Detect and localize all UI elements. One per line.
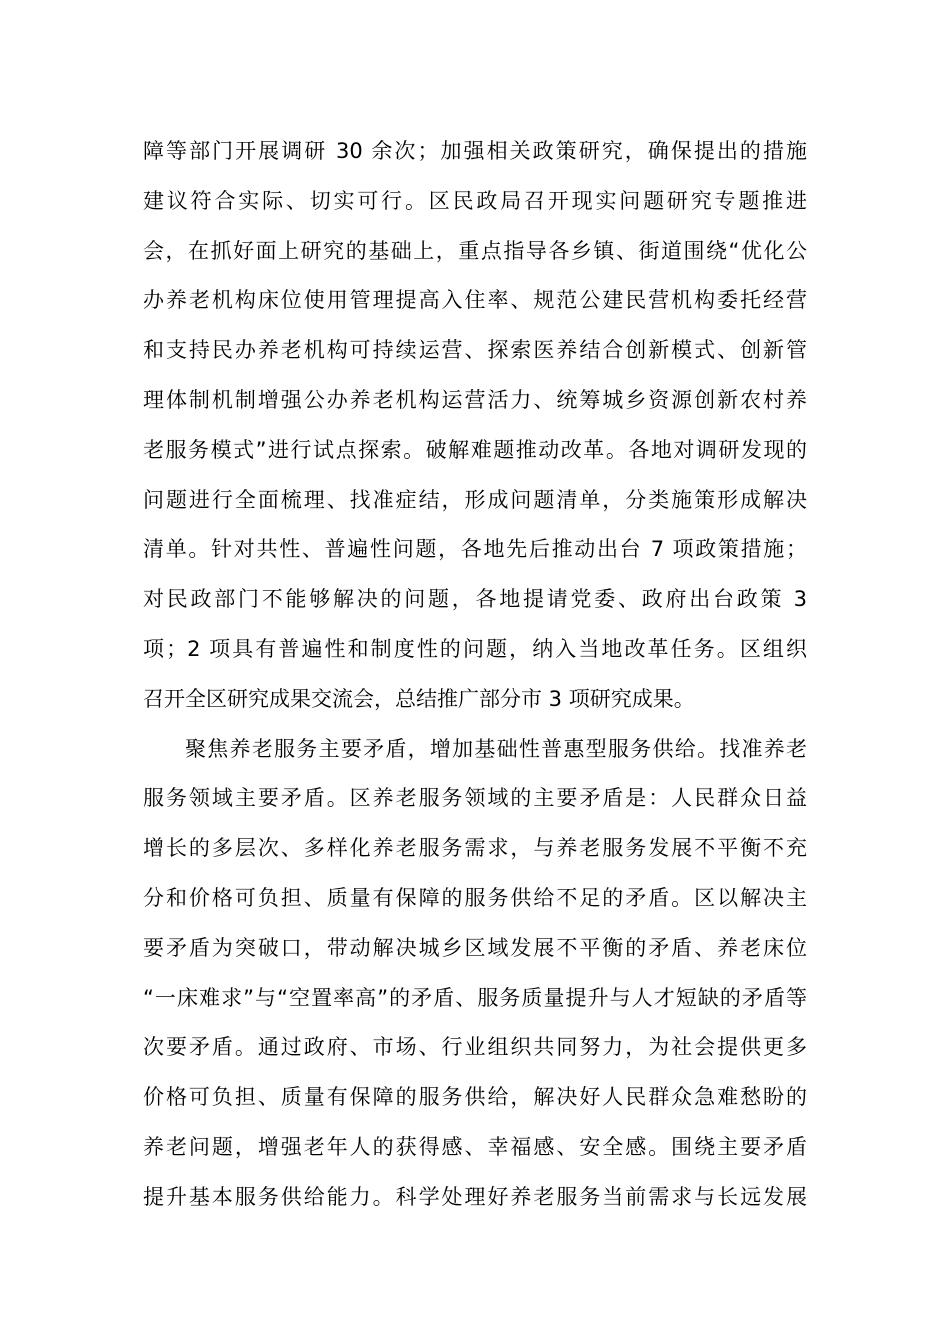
text-line: 养老问题，增强老年人的获得感、幸福感、安全感。围绕主要矛盾: [143, 1134, 807, 1159]
text-line: 召开全区研究成果交流会，总结推广部分市 3 项研究成果。: [143, 686, 695, 711]
text-line: 聚焦养老服务主要矛盾，增加基础性普惠型服务供给。找准养老: [185, 736, 807, 761]
paragraph-2: [143, 725, 807, 1223]
text-line: 理体制机制增强公办养老机构运营活力、统筹城乡资源创新农村养: [143, 387, 807, 412]
paragraph-1: [143, 127, 807, 725]
body-text: [143, 127, 807, 1223]
text-line: 要矛盾为突破口，带动解决城乡区域发展不平衡的矛盾、养老床位: [143, 935, 807, 960]
text-line: 建议符合实际、切实可行。区民政局召开现实问题研究专题推进: [143, 188, 807, 213]
text-line: 会，在抓好面上研究的基础上，重点指导各乡镇、街道围绕“优化公: [143, 238, 807, 263]
text-line: 提升基本服务供给能力。科学处理好养老服务当前需求与长远发展: [143, 1184, 807, 1209]
text-line: 办养老机构床位使用管理提高入住率、规范公建民营机构委托经营: [143, 288, 807, 313]
text-line: 价格可负担、质量有保障的服务供给，解决好人民群众急难愁盼的: [143, 1085, 807, 1110]
text-line: 障等部门开展调研 30 余次；加强相关政策研究，确保提出的措施: [143, 139, 807, 163]
text-line: 和支持民办养老机构可持续运营、探索医养结合创新模式、创新管: [143, 338, 807, 363]
text-line: 服务领域主要矛盾。区养老服务领域的主要矛盾是：人民群众日益: [143, 786, 807, 811]
text-line: 次要矛盾。通过政府、市场、行业组织共同努力，为社会提供更多: [143, 1035, 807, 1060]
text-line: 清单。针对共性、普遍性问题，各地先后推动出台 7 项政策措施；: [143, 537, 807, 562]
text-line: 增长的多层次、多样化养老服务需求，与养老服务发展不平衡不充: [143, 836, 807, 861]
text-line: 老服务模式”进行试点探索。破解难题推动改革。各地对调研发现的: [143, 437, 807, 462]
text-line: “一床难求”与“空置率高”的矛盾、服务质量提升与人才短缺的矛盾等: [143, 985, 807, 1010]
text-line: 对民政部门不能够解决的问题，各地提请党委、政府出台政策 3: [143, 587, 807, 612]
text-line: 问题进行全面梳理、找准症结，形成问题清单，分类施策形成解决: [143, 487, 807, 512]
text-line: 分和价格可负担、质量有保障的服务供给不足的矛盾。区以解决主: [143, 885, 807, 910]
text-line: 项；2 项具有普遍性和制度性的问题，纳入当地改革任务。区组织: [143, 636, 807, 661]
